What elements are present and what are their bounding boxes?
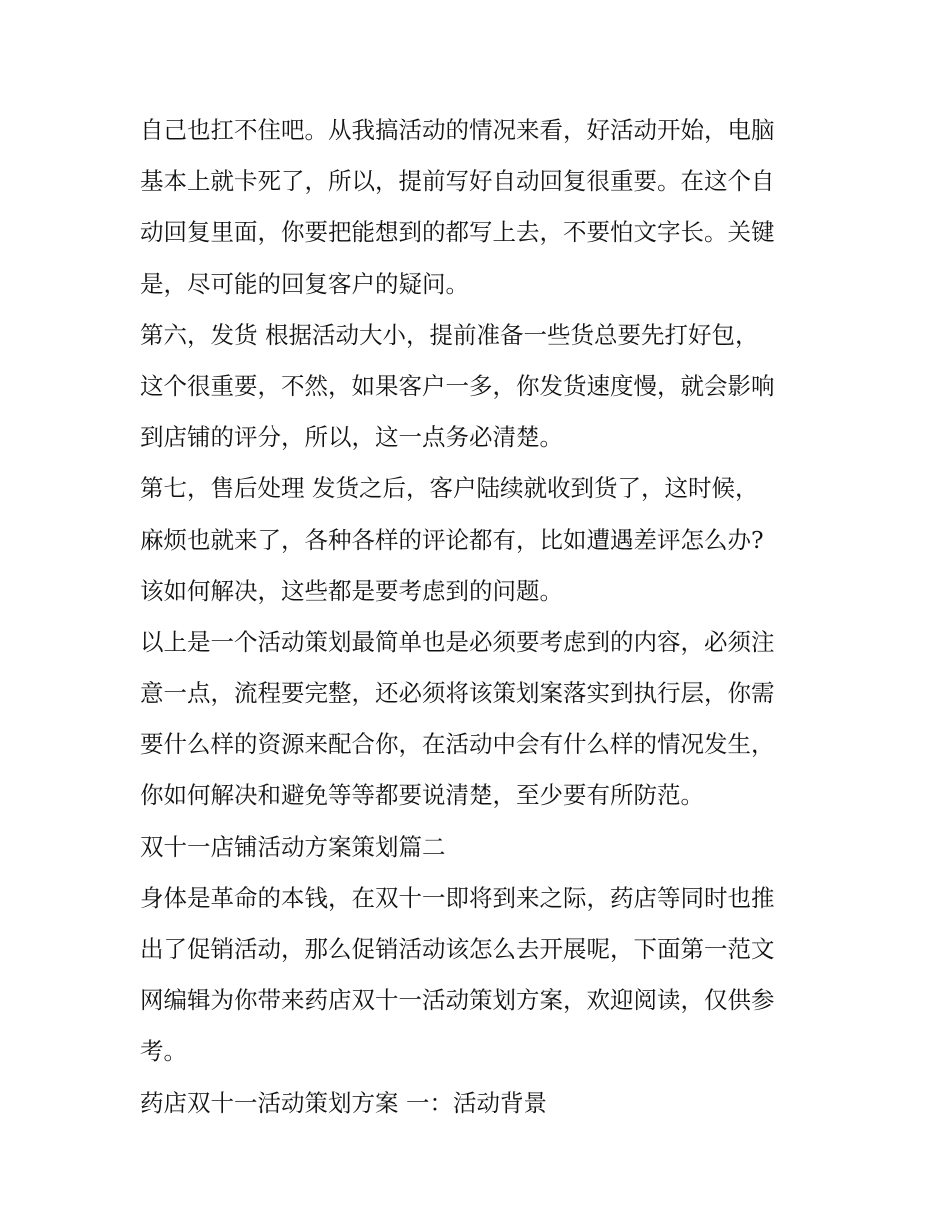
section-heading: 药店双十一活动策划方案 一：活动背景	[140, 1088, 547, 1117]
text-line: 基本上就卡死了，所以，提前写好自动回复很重要。在这个自	[140, 167, 775, 196]
text-line: 这个很重要，不然，如果客户一多，你发货速度慢，就会影响	[140, 371, 775, 400]
text-line: 身体是革命的本钱，在双十一即将到来之际，药店等同时也推	[140, 883, 775, 912]
text-line: 动回复里面，你要把能想到的都写上去，不要怕文字长。关键	[140, 218, 775, 247]
text-line: 是，尽可能的回复客户的疑问。	[140, 269, 469, 298]
text-line: 该如何解决，这些都是要考虑到的问题。	[140, 576, 563, 605]
text-line: 自己也扛不住吧。从我搞活动的情况来看，好活动开始，电脑	[140, 116, 775, 144]
text-line: 到店铺的评分，所以，这一点务必清楚。	[140, 423, 563, 452]
text-line: 出了促销活动，那么促销活动该怎么去开展呢，下面第一范文	[140, 935, 775, 963]
text-line: 第六，发货 根据活动大小，提前准备一些货总要先打好包，	[140, 320, 759, 349]
text-line: 要什么样的资源来配合你，在活动中会有什么样的情况发生，	[140, 730, 775, 759]
text-line: 第七，售后处理 发货之后，客户陆续就收到货了，这时候，	[140, 474, 759, 503]
document-body	[140, 105, 820, 1129]
section-heading: 双十一店铺活动方案策划篇二	[140, 832, 446, 861]
text-line: 网编辑为你带来药店双十一活动策划方案，欢迎阅读，仅供参	[140, 986, 775, 1015]
text-line: 麻烦也就来了，各种各样的评论都有，比如遭遇差评怎么办?	[140, 525, 764, 554]
text-line: 意一点，流程要完整，还必须将该策划案落实到执行层，你需	[140, 679, 775, 708]
text-line: 以上是一个活动策划最简单也是必须要考虑到的内容，必须注	[140, 627, 775, 656]
text-line: 考。	[140, 1037, 187, 1066]
text-line: 你如何解决和避免等等都要说清楚，至少要有所防范。	[140, 781, 704, 810]
